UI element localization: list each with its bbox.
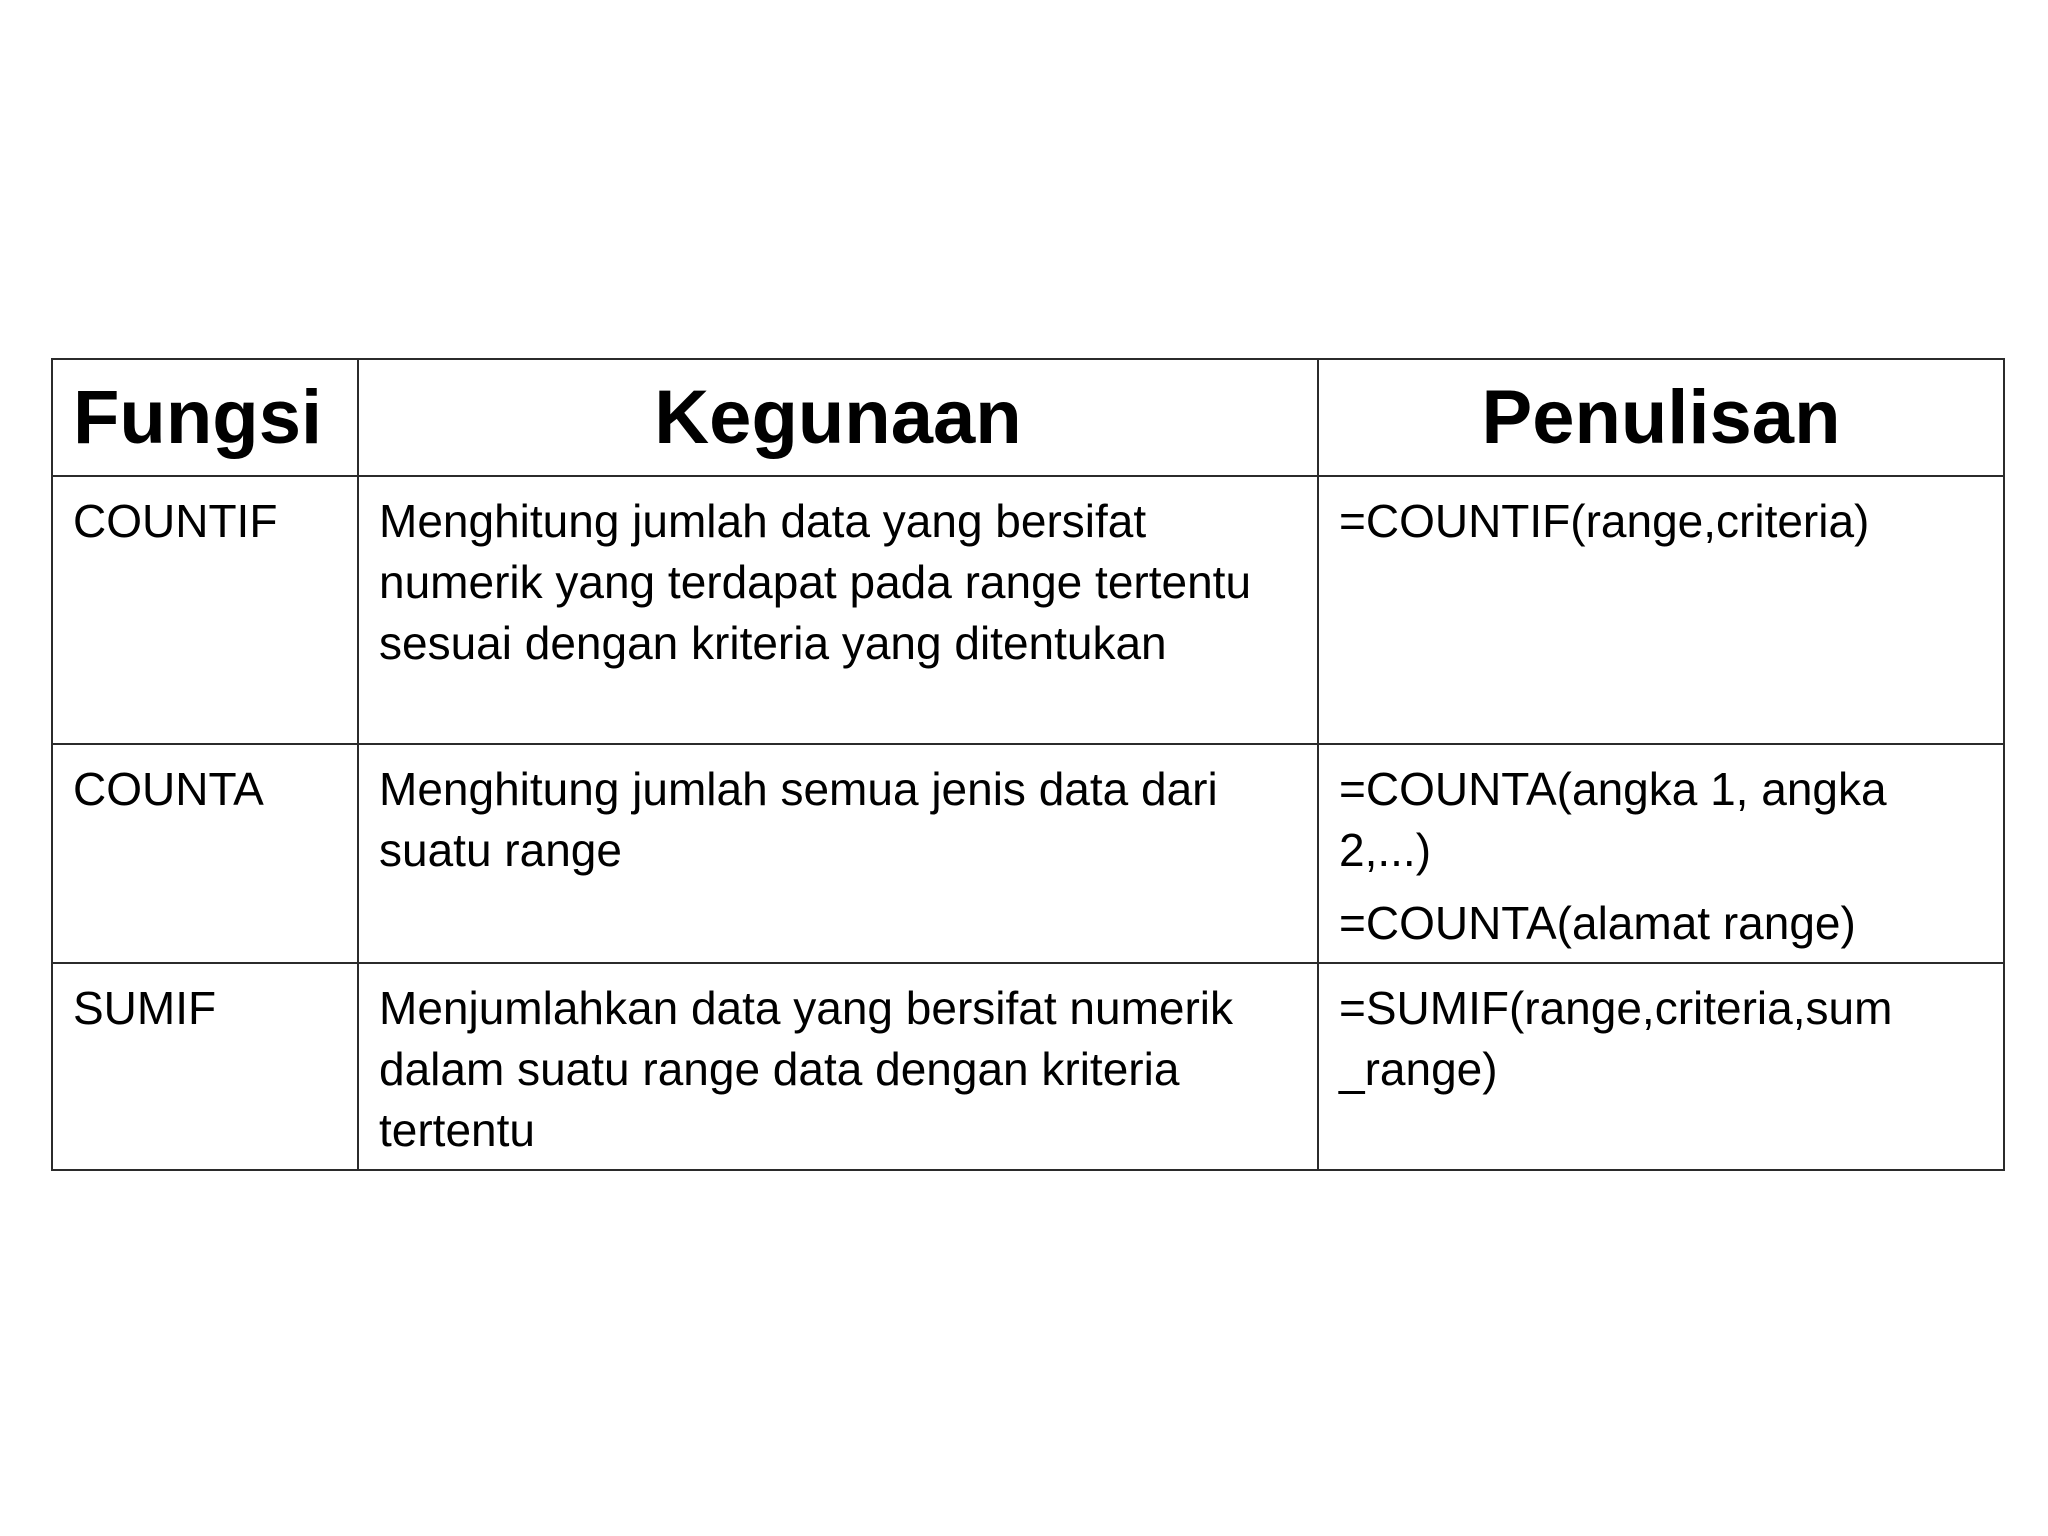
header-row	[52, 359, 2004, 476]
penulisan-cell	[1318, 963, 2004, 1170]
penulisan-cell	[1318, 476, 2004, 744]
header-fungsi: Fungsi	[52, 359, 358, 476]
syntax-line: =COUNTIF(range,criteria)	[1339, 495, 1870, 547]
header-penulisan: Penulisan	[1318, 359, 2004, 476]
fungsi-cell: COUNTA	[52, 744, 358, 963]
table-body	[52, 476, 2004, 1170]
syntax-line: =COUNTA(alamat range)	[1339, 897, 1856, 949]
functions-table	[51, 358, 2005, 1171]
table-row	[52, 963, 2004, 1170]
kegunaan-cell: Menjumlahkan data yang bersifat numerik dalam suatu range data dengan kriteria tertentu	[358, 963, 1318, 1170]
table-row	[52, 476, 2004, 744]
header-kegunaan: Kegunaan	[358, 359, 1318, 476]
kegunaan-cell: Menghitung jumlah data yang bersifat numerik yang terdapat pada range tertentu sesuai dengan kriteria yang ditentukan	[358, 476, 1318, 744]
syntax-line: =COUNTA(angka 1, angka 2,...)	[1339, 763, 1887, 876]
syntax-line: =SUMIF(range,criteria,sum _range)	[1339, 982, 1893, 1095]
table-header	[52, 359, 2004, 476]
fungsi-cell: COUNTIF	[52, 476, 358, 744]
fungsi-cell: SUMIF	[52, 963, 358, 1170]
penulisan-cell	[1318, 744, 2004, 963]
table-row	[52, 744, 2004, 963]
kegunaan-cell: Menghitung jumlah semua jenis data dari suatu range	[358, 744, 1318, 963]
